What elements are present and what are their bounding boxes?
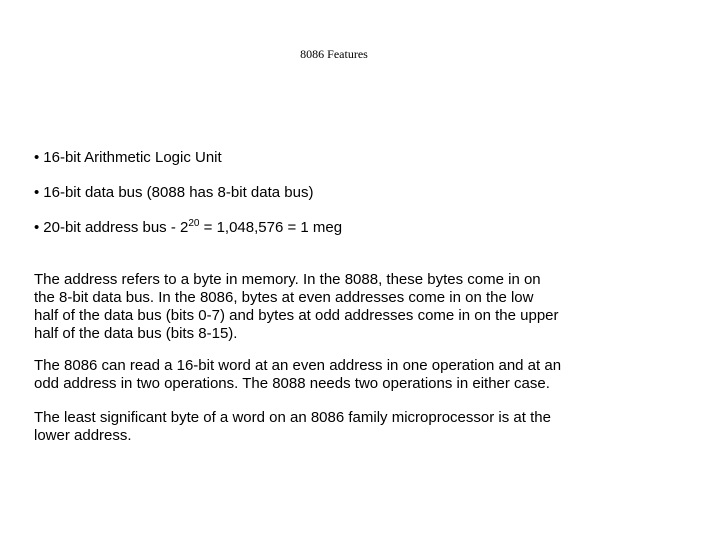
paragraph-byte-addressing <box>34 271 674 343</box>
paragraph-line: lower address. <box>34 427 132 444</box>
paragraph-line: odd address in two operations. The 8088 needs two operations in either case. <box>34 375 550 392</box>
bullet-exponent: 20 <box>188 218 200 229</box>
paragraph-line: the 8-bit data bus. In the 8086, bytes at even addresses come in on the low <box>34 289 534 306</box>
paragraph-line: The 8086 can read a 16-bit word at an even address in one operation and at an <box>34 357 562 374</box>
paragraph-line: half of the data bus (bits 0-7) and bytes at odd addresses come in on the upper <box>34 307 559 324</box>
paragraph-line: half of the data bus (bits 8-15). <box>34 325 238 342</box>
bullet-alu <box>34 149 222 167</box>
paragraph-byte-order <box>34 409 674 445</box>
bullet-address-bus <box>34 219 342 237</box>
bullet-text: 16-bit Arithmetic Logic Unit <box>43 149 222 166</box>
bullet-marker: • <box>34 219 40 236</box>
bullet-text-before: 20-bit address bus - 2 <box>43 219 189 236</box>
bullet-marker: • <box>34 149 40 166</box>
bullet-text-after: = 1,048,576 = 1 meg <box>199 219 343 236</box>
slide-title: 8086 Features <box>300 47 368 61</box>
paragraph-line: The least significant byte of a word on an 8086 family microprocessor is at the <box>34 409 551 426</box>
paragraph-word-read <box>34 357 674 393</box>
paragraph-line: The address refers to a byte in memory. In the 8088, these bytes come in on <box>34 271 541 288</box>
bullet-data-bus <box>34 184 313 202</box>
bullet-marker: • <box>34 184 40 201</box>
bullet-text: 16-bit data bus (8088 has 8-bit data bus) <box>43 184 314 201</box>
